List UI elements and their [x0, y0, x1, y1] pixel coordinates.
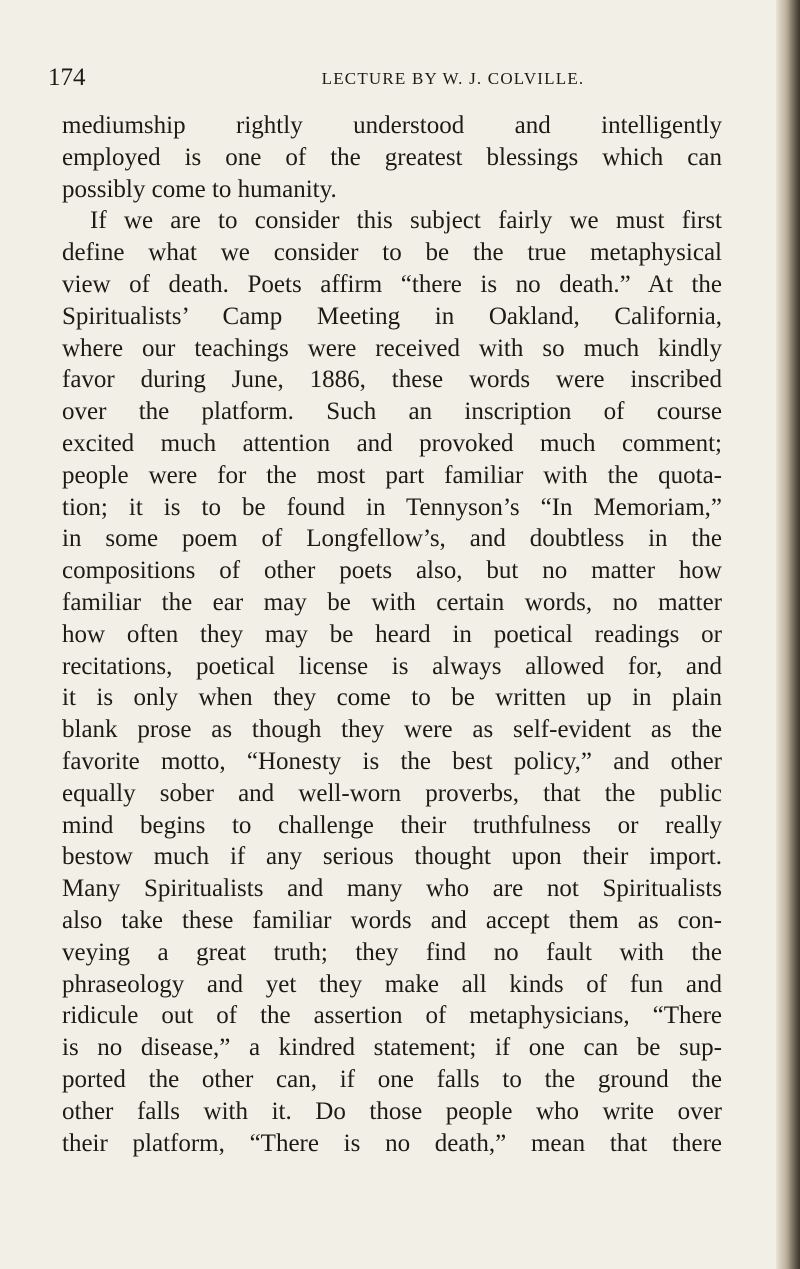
text-line: ported the other can, if one falls to the ground the	[62, 1065, 722, 1093]
text-line: tion; it is to be found in Tennyson’s “In Memoriam,”	[62, 493, 722, 521]
page-header	[48, 64, 728, 98]
text-line: If we are to consider this subject fairly we must first	[90, 207, 722, 235]
text-line: favorite motto, “Honesty is the best policy,” and other	[62, 747, 722, 775]
text-line: equally sober and well-worn proverbs, that the public	[62, 779, 722, 807]
text-line: possibly come to humanity.	[62, 175, 337, 203]
text-line: Spiritualists’ Camp Meeting in Oakland, California,	[62, 302, 722, 330]
text-line: their platform, “There is no death,” mean that there	[62, 1129, 722, 1157]
text-line: in some poem of Longfellow’s, and doubtless in the	[62, 525, 722, 553]
body-text	[62, 110, 722, 1159]
text-line: ridicule out of the assertion of metaphysicians, “There	[62, 1002, 722, 1030]
text-line: mind begins to challenge their truthfulness or really	[62, 811, 722, 839]
text-line: define what we consider to be the true metaphysical	[62, 239, 722, 267]
running-head: LECTURE BY W. J. COLVILLE.	[321, 69, 585, 88]
text-line: how often they may be heard in poetical readings or	[62, 620, 722, 648]
text-line: view of death. Poets affirm “there is no death.” At the	[62, 270, 722, 298]
text-line: familiar the ear may be with certain words, no matter	[62, 588, 722, 616]
page-number: 174	[48, 64, 86, 91]
text-line: compositions of other poets also, but no matter how	[62, 557, 722, 585]
text-line: recitations, poetical license is always allowed for, and	[62, 652, 722, 680]
text-line: favor during June, 1886, these words were inscribed	[62, 366, 722, 394]
text-line: excited much attention and provoked much comment;	[62, 429, 722, 457]
text-line: mediumship rightly understood and intelligently	[62, 112, 722, 139]
text-line: employed is one of the greatest blessings which can	[62, 143, 722, 171]
text-line: blank prose as though they were as self-evident as the	[62, 716, 722, 744]
text-line: bestow much if any serious thought upon their import.	[62, 843, 722, 871]
text-line: veying a great truth; they find no fault with the	[62, 938, 722, 966]
text-line: also take these familiar words and accept them as con-	[62, 906, 722, 934]
text-line: Many Spiritualists and many who are not Spiritualists	[62, 875, 722, 903]
text-line: people were for the most part familiar with the quota-	[62, 461, 722, 489]
text-line: other falls with it. Do those people who write over	[62, 1097, 722, 1125]
text-line: it is only when they come to be written up in plain	[62, 684, 722, 712]
text-line: is no disease,” a kindred statement; if one can be sup-	[62, 1034, 722, 1062]
text-line: over the platform. Such an inscription of course	[62, 398, 722, 426]
text-line: phraseology and yet they make all kinds of fun and	[62, 970, 722, 998]
text-line: where our teachings were received with so much kindly	[62, 334, 722, 362]
page-edge-shadow	[776, 0, 800, 1269]
